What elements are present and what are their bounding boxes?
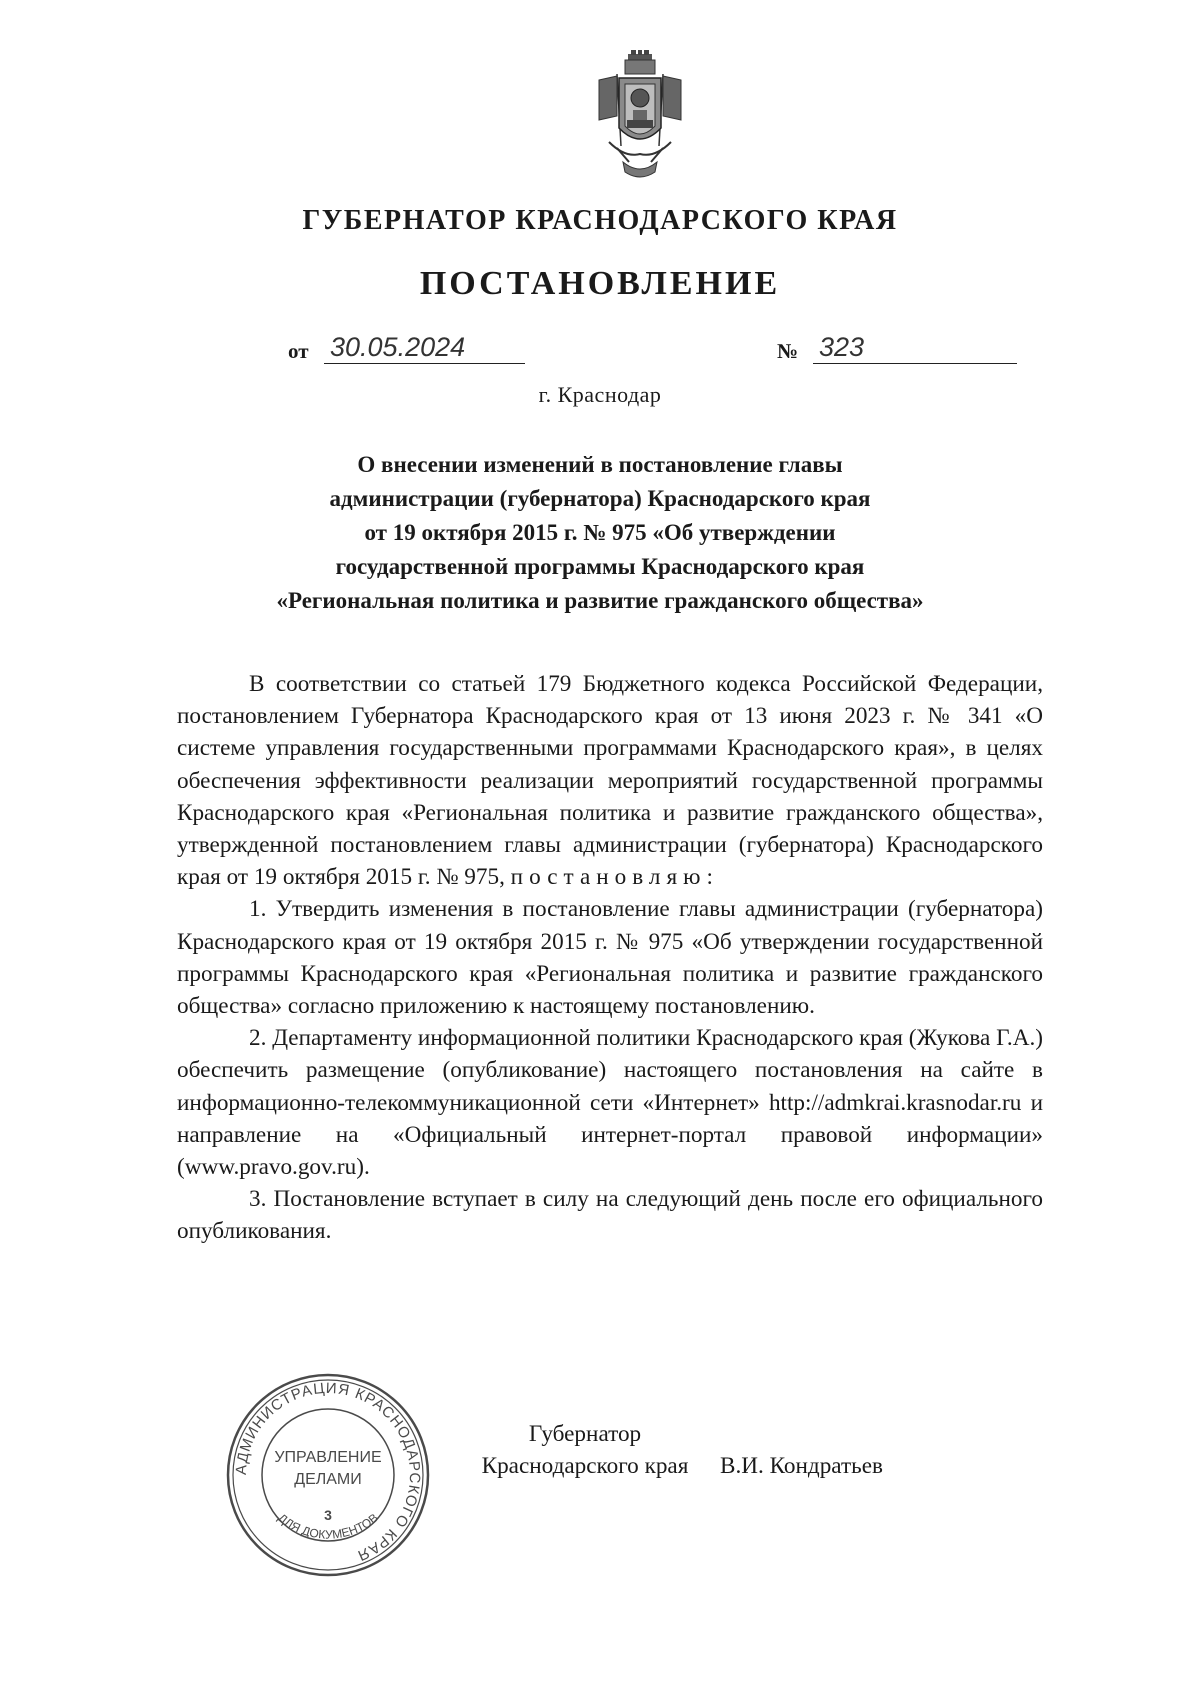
number-label: № [777,339,799,363]
signatory-title-line2: Краснодарского края [481,1453,689,1479]
number-value-handwritten: 323 [813,331,1017,364]
city-line: г. Краснодар [538,382,662,407]
signatory-name: В.И. Кондратьев [720,1453,883,1479]
preamble-paragraph [177,668,1043,893]
subject-line: О внесении изменений в постановление главы [357,452,843,477]
number-field [777,333,1017,365]
stamp-center-line1: УПРАВЛЕНИЕ [274,1449,382,1466]
date-field [288,333,523,365]
subject-line: от 19 октября 2015 г. № 975 «Об утверждении [364,520,836,545]
signatory-title-line1: Губернатор [528,1421,642,1447]
date-label: от [288,339,309,363]
stamp-bottom-text: ДЛЯ ДОКУМЕНТОВ [275,1510,381,1542]
item-paragraph-2: 2. Департаменту информационной политики Краснодарского края (Жукова Г.А.) обеспечить размещение (опубликование) настоящего постановления на сайте в информационно-телекоммуникационной сети «Интернет» http://admkrai.krasnodar.ru и направление на «Официальный интернет-портал правовой информации» (www.pravo.gov.ru). [177,1025,1043,1181]
stamp-center-line2: ДЕЛАМИ [294,1471,362,1488]
date-value-handwritten: 30.05.2024 [324,331,525,364]
subject-line: администрации (губернатора) Краснодарского края [329,486,871,511]
document-body [177,668,1043,1248]
signatory-title [435,1418,735,1482]
official-stamp [223,1370,433,1580]
stamp-ring-text: АДМИНИСТРАЦИЯ КРАСНОДАРСКОГО КРАЯ [232,1379,424,1565]
resolve-word: постановляю: [510,864,719,891]
document-type-title: ПОСТАНОВЛЕНИЕ [419,265,781,302]
issuing-authority: ГУБЕРНАТОР КРАСНОДАРСКОГО КРАЯ [302,205,898,236]
preamble-text: В соответствии со статьей 179 Бюджетного кодекса Российской Федерации, постановлением Губернатора Краснодарского края от 13 июня 2023 г. № 341 «О системе управления государственными программами Краснодарского края», в целях обеспечения эффективности реализации мероприятий государственной программы Краснодарского края «Региональная политика и развитие гражданского общества», утвержденной постановлением главы администрации (губернатора) Краснодарского края от 19 октября 2015 г. № 975, [177,671,1043,891]
item-paragraph-3: 3. Постановление вступает в силу на следующий день после его официального опубликования. [177,1186,1043,1245]
document-subject [200,448,1000,618]
item-paragraph-1: 1. Утвердить изменения в постановление главы администрации (губернатора) Краснодарского края от 19 октября 2015 г. № 975 «Об утверждении государственной программы Краснодарского края «Региональная политика и развитие гражданского общества» согласно приложению к настоящему постановлению. [177,896,1043,1020]
stamp-center-number: 3 [324,1507,332,1523]
subject-line: «Региональная политика и развитие гражданского общества» [276,588,924,613]
subject-line: государственной программы Краснодарского края [335,554,865,579]
coat-of-arms-emblem [595,50,685,182]
